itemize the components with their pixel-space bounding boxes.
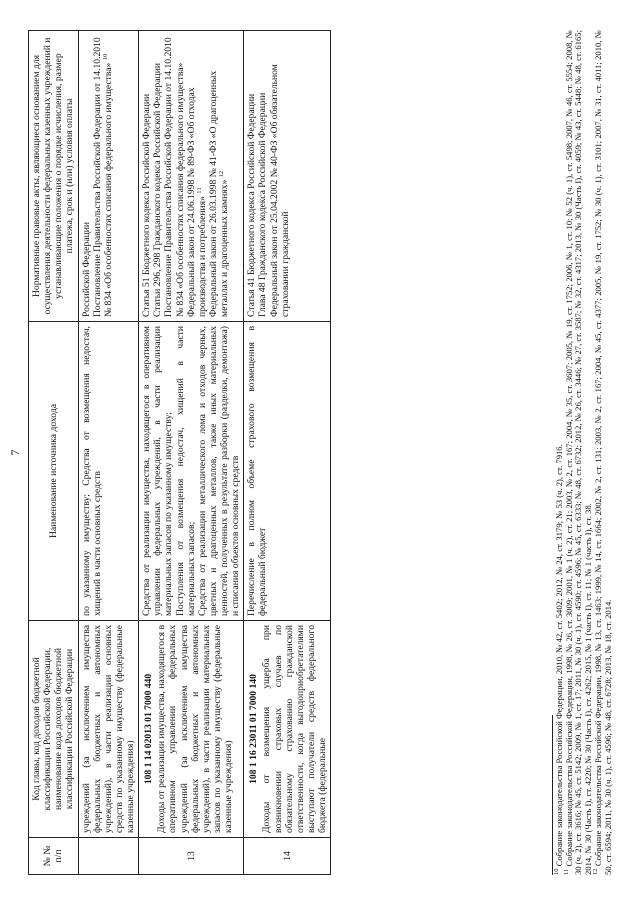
header-num: № № п/п xyxy=(29,838,79,875)
code-description: Доходы от реализации имущества, находящегося в оперативном управлении федеральных учреждений (за исключением имущества федеральных бюджетных и автономных учреждений), в части реализации материальных запасов по указанному имуществу (федеральные казенные учреждения) xyxy=(156,625,234,833)
header-acts: Нормативные правовые акты, являющиеся основанием для осуществления деятельности федеральных казенных учреждений и устанавливающие положения о порядке исчисления, размер платежа, срок и (или) условия оплаты xyxy=(29,31,79,322)
acts-line: Постановление Правительства Российской Федерации от 14.10.2010 № 834 «Об особенностях списания федерального имущества» xyxy=(163,37,186,317)
acts-line: Статьи 296, 298 Гражданского кодекса Российской Федерации xyxy=(152,63,164,317)
acts-line-text: Федеральный закон от 26.03.1998 № 41-ФЗ «О драгоценных металлах и драгоценных камнях» xyxy=(207,70,230,317)
footnote-12 xyxy=(591,30,613,875)
acts-line-text: Постановление Правительства Российской Федерации от 14.10.2010 № 834 «Об особенностях списания федерального имущества» xyxy=(91,37,114,317)
cell-name-13 xyxy=(139,322,244,621)
footnote-mark: 12 xyxy=(591,868,599,875)
cell-acts-continuation xyxy=(78,31,139,322)
acts-line: Глава 48 Гражданского кодекса Российской Федерации xyxy=(257,92,269,317)
footnote-ref-10: 10 xyxy=(101,53,109,61)
footnote-text: Собрание законодательства Российской Федерации, 1998, № 26, ст. 3009; 2001, № 1 (ч. 2), ст. 21; 2003, № 2, ст. 167; 2004, № 35, ст. 3607; 2005, № 19, ст. 1752; 2006, № 1, ст. 10; № 52 (ч. 1), ст. 5498; 2007, № 46, ст. 5554; 2008, № 30 (ч. 2), ст. 3616; № 45, ст. 5142; 2009, № 1, ст. 17; 2011, № 30 (ч. 1), ст. 4590; ст. 4596; № 45, ст. 6333; № 48, ст. 6732; 2012, № 26, ст. 3446; № 27, ст. 3587; № 32, ст. 4317; 2013, № 30 (Часть I), ст. 4059; № 43, ст. 5448; № 48, ст. 6165; 2014, № 30 (Часть I), ст. 4220; № 30 (Часть I), ст. 4262; 2015, № 1 (часть I), ст. 11; № 1 (часть I), ст. 38. xyxy=(563,30,594,875)
acts-line: Федеральный закон от 25.04.2002 № 40-ФЗ «Об обязательном страховании гражданской xyxy=(268,64,291,317)
table-row-continuation xyxy=(78,31,139,875)
footnote-ref-12: 12 xyxy=(217,170,225,178)
acts-line xyxy=(186,35,208,317)
table-row-13 xyxy=(139,31,244,875)
row-number: 14 xyxy=(244,838,331,875)
table-row-14 xyxy=(244,31,331,875)
cell-num-empty xyxy=(78,838,139,875)
acts-line: Российской Федерации xyxy=(80,222,92,317)
header-name: Наименование источника дохода xyxy=(29,322,79,621)
footnote-mark: 10 xyxy=(553,868,561,875)
footnote-text: Собрание законодательства Российской Федерации, 1998, № 13, ст. 1463; 1999, № 14, ст. 1664; 2002, № 2, ст. 131; 2003, № 2, ст. 167; 2004, № 45, ст. 4377; 2005, № 19, ст. 1752; № 30 (ч. 1), ст. 3101; 2007, № 31, ст. 4011; 2010, № 50, ст. 6594; 2011, № 30 (ч. 1), ст. 4596; № 48, ст. 6728; 2013, № 18, ст. 2014. xyxy=(592,30,613,875)
cell-code-13 xyxy=(139,621,244,838)
acts-line: Статья 51 Бюджетного кодекса Российской Федерации xyxy=(141,93,153,317)
footnotes xyxy=(552,30,613,875)
page-number: 7 xyxy=(8,449,22,456)
cell-code-continuation: учреждений (за исключением имущества федеральных бюджетных и автономных учреждений), в части реализации основных средств по указанному имуществу (федеральные казенные учреждения) xyxy=(78,621,139,838)
footnote-text: Собрание законодательства Российской Федерации, 2010, № 42, ст. 5402; 2012, № 24, ст. 3179; № 53 (ч. 2), ст. 7916. xyxy=(554,444,564,867)
footnote-mark: 11 xyxy=(562,868,570,875)
source-line: Средства от реализации имущества, находящегося в оперативном управлении федеральных учреждений, в части реализации материальных запасов по указанному имуществу; xyxy=(141,326,175,616)
cell-code-14 xyxy=(244,621,331,838)
income-sources-table xyxy=(28,30,331,875)
source-line: Поступления от возмещения недостач, хищений в части материальных запасов; xyxy=(174,326,197,616)
acts-line xyxy=(208,35,230,317)
acts-line xyxy=(92,35,114,317)
source-line: Средства от реализации металлического лома и отходов черных, цветных и драгоценных металлов, также иных материальных ценностей, полученных в результате разборки (разделки, демонтажа) и списания объектов основных средств xyxy=(196,326,242,616)
table-header-row xyxy=(29,31,79,875)
row-number: 13 xyxy=(139,838,244,875)
footnote-divider xyxy=(552,715,553,875)
acts-line: Статья 41 Бюджетного кодекса Российской Федерации xyxy=(246,93,258,317)
cell-name-14: Перечисление в полном объеме страхового возмещения в федеральный бюджет xyxy=(244,322,331,621)
header-code: Код главы, код доходов бюджетной классификации Российской Федерации, наименование кода доходов бюджетной классификации Российской Федерации xyxy=(29,621,79,838)
cell-name-continuation: по указанному имуществу; Средства от возмещения недостач, хищений в части основных средств xyxy=(78,322,139,621)
budget-code: 108 1 14 02013 01 7000 440 xyxy=(143,673,155,785)
cell-acts-13 xyxy=(139,31,244,322)
cell-acts-14 xyxy=(244,31,331,322)
footnote-ref-11: 11 xyxy=(195,187,203,194)
budget-code: 108 1 16 23011 01 7000 140 xyxy=(248,674,260,784)
acts-line-text: Федеральный закон от 24.06.1998 № 89-ФЗ «Об отходах производства и потребления» xyxy=(185,87,208,317)
footnote-11 xyxy=(562,30,594,875)
code-description: Доходы от возмещения ущерба при возникновении страховых случаев по обязательному страхованию гражданской ответственности, когда выгодоприобретателями выступают получатели средств федерального бюджета (федеральные xyxy=(261,625,328,833)
